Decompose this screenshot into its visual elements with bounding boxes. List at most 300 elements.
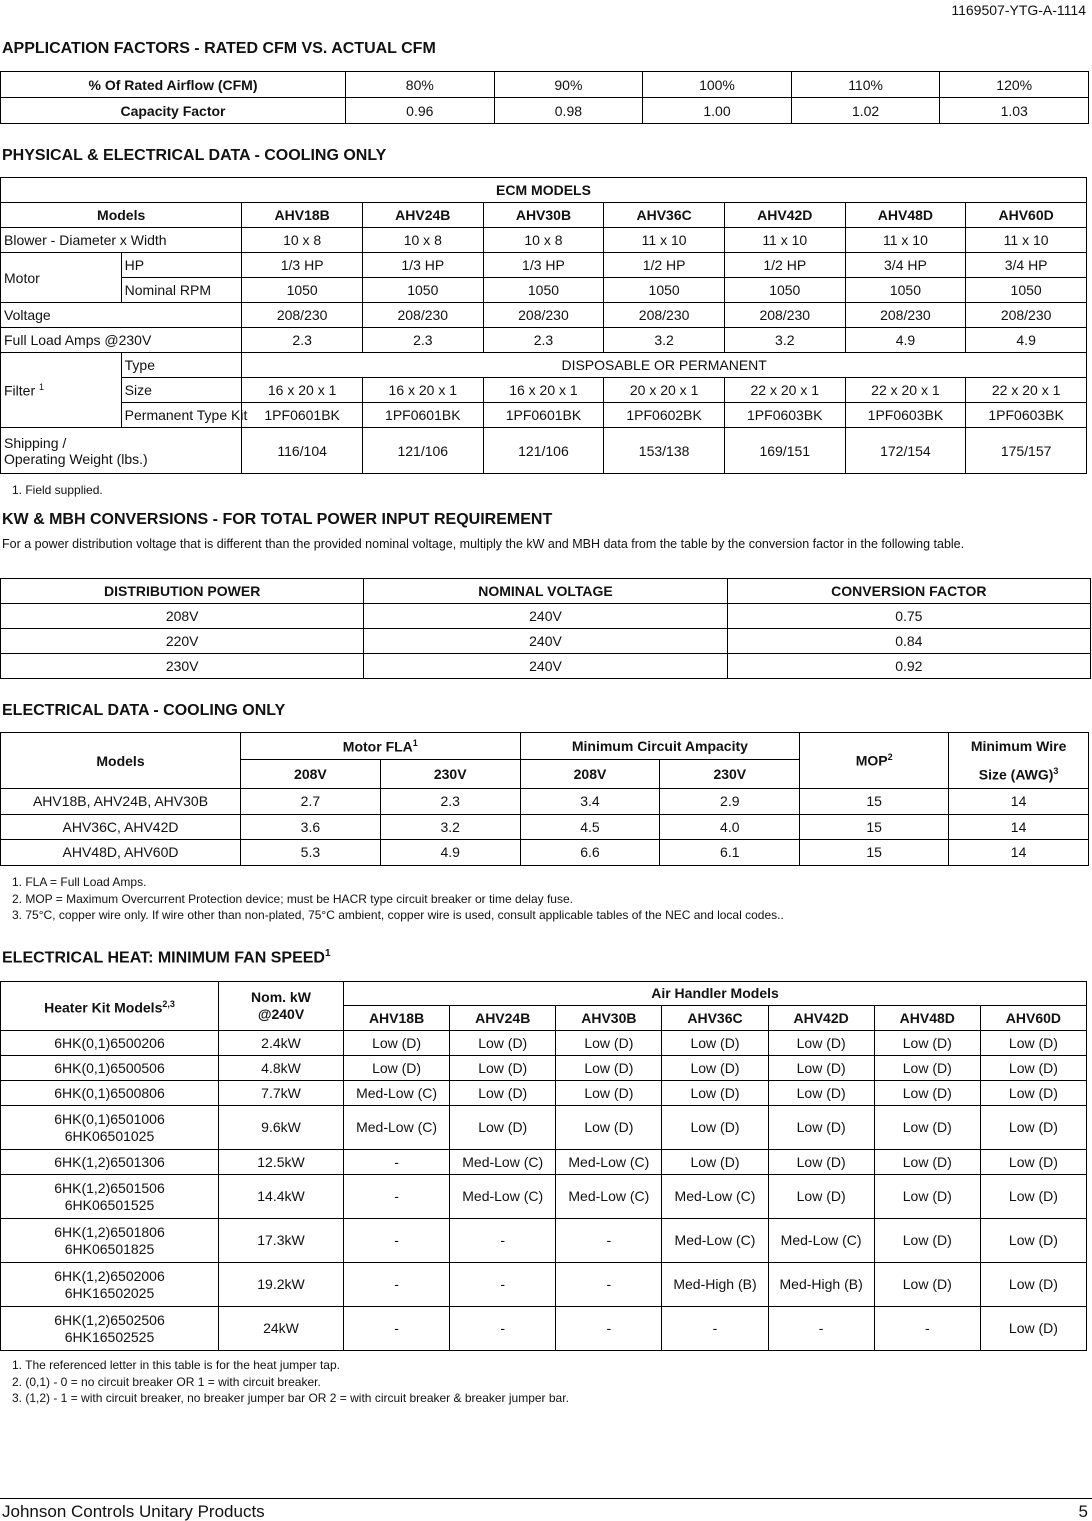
nom-kw-cell: 19.2kW	[219, 1263, 344, 1307]
physical-electrical-table	[0, 177, 1087, 474]
fan-speed-cell: Low (D)	[450, 1031, 556, 1056]
table-row	[1, 1175, 1087, 1219]
fla-value: 4.9	[966, 328, 1087, 353]
models-cell: AHV18B, AHV24B, AHV30B	[1, 789, 241, 815]
table-row	[1, 1219, 1087, 1263]
filter-label	[1, 353, 122, 428]
page-number: 5	[1078, 1502, 1088, 1521]
model-header: AHV42D	[724, 203, 845, 228]
fan-speed-cell: -	[556, 1219, 662, 1263]
group-header: ECM MODELS	[1, 178, 1087, 203]
rpm-value: 1050	[362, 278, 483, 303]
fan-speed-cell: Low (D)	[980, 1031, 1086, 1056]
value-cell: 0.84	[727, 629, 1090, 654]
cell-line: 6HK16502525	[64, 1328, 155, 1345]
heater-kit-cell	[1, 1219, 219, 1263]
fan-speed-cell: Low (D)	[980, 1263, 1086, 1307]
filter-size-value: 20 x 20 x 1	[604, 378, 725, 403]
rpm-label: Nominal RPM	[121, 278, 242, 303]
footnote: 2. (0,1) - 0 = no circuit breaker OR 1 = with circuit breaker.	[12, 1374, 321, 1389]
value-cell: 3.4	[520, 789, 660, 815]
table-row	[1, 814, 1089, 840]
table-row	[1, 253, 1087, 278]
fan-speed-cell: Low (D)	[768, 1106, 874, 1150]
rpm-value: 1050	[604, 278, 725, 303]
fan-speed-cell: Med-Low (C)	[344, 1106, 450, 1150]
table-row	[1, 72, 1089, 98]
cell-line: 6HK06501525	[64, 1196, 155, 1213]
superscript: 3	[1053, 765, 1059, 776]
voltage-value: 208/230	[242, 303, 363, 328]
value-cell: 80%	[346, 72, 495, 98]
fan-speed-cell: -	[450, 1263, 556, 1307]
filter-size-label: Size	[121, 378, 242, 403]
application-factors-table	[0, 71, 1089, 124]
heater-kit-cell	[1, 1175, 219, 1219]
cell-line: 6HK(1,2)6502006	[54, 1267, 165, 1284]
fan-speed-cell: Low (D)	[874, 1175, 980, 1219]
table-row	[1, 840, 1089, 866]
fan-speed-cell: Low (D)	[450, 1056, 556, 1081]
fan-speed-cell: Med-Low (C)	[450, 1150, 556, 1175]
filter-kit-value: 1PF0603BK	[724, 403, 845, 428]
fan-speed-cell: Low (D)	[980, 1307, 1086, 1351]
header-text: Size (AWG)	[978, 766, 1054, 783]
heat-title-sup: 1	[324, 948, 331, 959]
fan-speed-cell: -	[344, 1263, 450, 1307]
nom-kw-cell: 14.4kW	[219, 1175, 344, 1219]
fla-label: Full Load Amps @230V	[1, 328, 242, 353]
header-text: Heater Kit Models	[44, 999, 163, 1016]
electrical-footnotes	[12, 874, 784, 924]
model-header: AHV30B	[556, 1006, 662, 1031]
value-cell: 14	[949, 840, 1089, 866]
cell-line: 6HK06501825	[64, 1240, 155, 1257]
filter-kit-value: 1PF0603BK	[845, 403, 966, 428]
filter-kit-value: 1PF0603BK	[966, 403, 1087, 428]
table-row	[1, 228, 1087, 253]
blower-value: 11 x 10	[604, 228, 725, 253]
motor-fla-header	[241, 733, 521, 760]
fan-speed-cell: Low (D)	[768, 1031, 874, 1056]
heater-kit-header	[1, 982, 219, 1031]
header-text: MOP	[855, 752, 888, 769]
fan-speed-cell: Low (D)	[450, 1081, 556, 1106]
table-row	[1, 1056, 1087, 1081]
value-cell: 15	[800, 840, 949, 866]
model-header: AHV18B	[242, 203, 363, 228]
fan-speed-cell: -	[344, 1219, 450, 1263]
kw-conversion-table	[0, 578, 1091, 679]
voltage-subheader: 208V	[520, 760, 660, 789]
table-row	[1, 328, 1087, 353]
table-row	[1, 428, 1087, 474]
filter-type-label: Type	[121, 353, 242, 378]
fan-speed-cell: Med-High (B)	[662, 1263, 768, 1307]
nom-kw-header	[219, 982, 344, 1031]
blower-value: 10 x 8	[242, 228, 363, 253]
value-cell: 4.5	[520, 814, 660, 840]
heater-kit-cell	[1, 1056, 219, 1081]
voltage-value: 208/230	[604, 303, 725, 328]
fan-speed-cell: Low (D)	[450, 1106, 556, 1150]
column-header: CONVERSION FACTOR	[727, 579, 1090, 604]
value-cell: 15	[800, 789, 949, 815]
voltage-value: 208/230	[845, 303, 966, 328]
motor-label: Motor	[1, 253, 122, 303]
fan-speed-cell: Low (D)	[874, 1056, 980, 1081]
voltage-label: Voltage	[1, 303, 242, 328]
table-row	[1, 1150, 1087, 1175]
weight-value: 121/106	[483, 428, 604, 474]
filter-size-value: 16 x 20 x 1	[362, 378, 483, 403]
model-header: AHV48D	[874, 1006, 980, 1031]
row-label: Capacity Factor	[1, 98, 346, 124]
models-cell: AHV36C, AHV42D	[1, 814, 241, 840]
model-header: AHV36C	[662, 1006, 768, 1031]
header-line: Minimum Wire	[970, 737, 1067, 754]
fan-speed-cell: -	[556, 1307, 662, 1351]
rpm-value: 1050	[242, 278, 363, 303]
kw-paragraph: For a power distribution voltage that is different than the provided nominal voltage, multiply the kW and MBH data from the table by the conversion factor in the following table.	[2, 537, 965, 551]
row-label: % Of Rated Airflow (CFM)	[1, 72, 346, 98]
weight-label	[1, 428, 242, 474]
filter-type-value: DISPOSABLE OR PERMANENT	[242, 353, 1087, 378]
voltage-value: 208/230	[483, 303, 604, 328]
section-title-electrical: ELECTRICAL DATA - COOLING ONLY	[2, 702, 286, 719]
weight-value: 116/104	[242, 428, 363, 474]
footer-company: Johnson Controls Unitary Products	[2, 1502, 265, 1521]
header-row	[1, 982, 1087, 1006]
nom-kw-cell: 17.3kW	[219, 1219, 344, 1263]
fan-speed-cell: Low (D)	[662, 1106, 768, 1150]
fan-speed-cell: Low (D)	[980, 1106, 1086, 1150]
superscript: 1	[412, 737, 418, 748]
fan-speed-cell: Med-Low (C)	[768, 1219, 874, 1263]
value-cell: 3.6	[241, 814, 381, 840]
voltage-value: 208/230	[362, 303, 483, 328]
table-row	[1, 654, 1091, 679]
superscript: 2	[887, 752, 893, 763]
heater-kit-cell	[1, 1263, 219, 1307]
filter-size-value: 22 x 20 x 1	[966, 378, 1087, 403]
header-line	[952, 759, 1085, 788]
value-cell: 120%	[940, 72, 1089, 98]
fan-speed-cell: Low (D)	[344, 1056, 450, 1081]
table-row	[1, 403, 1087, 428]
header-row	[1, 579, 1091, 604]
cell-line: 6HK(1,2)6502506	[54, 1311, 165, 1328]
voltage-value: 208/230	[724, 303, 845, 328]
value-cell: 4.0	[660, 814, 800, 840]
cell-line: 6HK(0,1)6500206	[54, 1034, 165, 1051]
heater-kit-cell	[1, 1307, 219, 1351]
filter-size-value: 22 x 20 x 1	[724, 378, 845, 403]
fan-speed-cell: Low (D)	[556, 1031, 662, 1056]
value-cell: 2.3	[380, 789, 520, 815]
fan-speed-cell: Low (D)	[980, 1219, 1086, 1263]
wire-size-header	[949, 733, 1089, 789]
table-row	[1, 1031, 1087, 1056]
cell-line: 6HK(1,2)6501806	[54, 1223, 165, 1240]
value-cell: 240V	[364, 604, 727, 629]
models-header: Models	[1, 733, 241, 789]
fan-speed-cell: Low (D)	[980, 1081, 1086, 1106]
fan-speed-cell: -	[344, 1307, 450, 1351]
models-header-row	[1, 203, 1087, 228]
value-cell: 1.02	[791, 98, 940, 124]
weight-value: 121/106	[362, 428, 483, 474]
table-row	[1, 353, 1087, 378]
fan-speed-cell: -	[874, 1307, 980, 1351]
table-row	[1, 98, 1089, 124]
header-row	[1, 733, 1089, 760]
value-cell: 90%	[494, 72, 643, 98]
hp-label: HP	[121, 253, 242, 278]
cell-line: Shipping /	[4, 434, 67, 451]
fan-speed-cell: Low (D)	[768, 1175, 874, 1219]
cell-line: 6HK(0,1)6501006	[54, 1110, 165, 1127]
mca-header: Minimum Circuit Ampacity	[520, 733, 800, 760]
weight-value: 153/138	[604, 428, 725, 474]
column-header: DISTRIBUTION POWER	[1, 579, 364, 604]
heater-kit-cell	[1, 1081, 219, 1106]
electrical-data-table	[0, 732, 1089, 866]
weight-value: 172/154	[845, 428, 966, 474]
rpm-value: 1050	[845, 278, 966, 303]
value-cell: 110%	[791, 72, 940, 98]
value-cell: 6.6	[520, 840, 660, 866]
value-cell: 0.92	[727, 654, 1090, 679]
voltage-subheader: 230V	[660, 760, 800, 789]
fan-speed-cell: Low (D)	[662, 1150, 768, 1175]
hp-value: 1/3 HP	[362, 253, 483, 278]
nom-kw-cell: 24kW	[219, 1307, 344, 1351]
fan-speed-cell: -	[768, 1307, 874, 1351]
model-header: AHV18B	[344, 1006, 450, 1031]
filter-size-value: 22 x 20 x 1	[845, 378, 966, 403]
table-row	[1, 1263, 1087, 1307]
fan-speed-cell: Low (D)	[556, 1056, 662, 1081]
value-cell: 5.3	[241, 840, 381, 866]
blower-label: Blower - Diameter x Width	[1, 228, 242, 253]
value-cell: 2.7	[241, 789, 381, 815]
air-handler-group-header: Air Handler Models	[344, 982, 1087, 1006]
table-row	[1, 278, 1087, 303]
header-text: Motor FLA	[342, 738, 413, 755]
fan-speed-cell: -	[344, 1150, 450, 1175]
group-header-row	[1, 178, 1087, 203]
model-header: AHV30B	[483, 203, 604, 228]
cell-line: Nom. kW	[251, 989, 311, 1005]
fan-speed-cell: Low (D)	[874, 1150, 980, 1175]
voltage-subheader: 208V	[241, 760, 381, 789]
table-row	[1, 1307, 1087, 1351]
value-cell: 4.9	[380, 840, 520, 866]
fan-speed-cell: Low (D)	[874, 1263, 980, 1307]
nom-kw-cell: 7.7kW	[219, 1081, 344, 1106]
voltage-value: 208/230	[966, 303, 1087, 328]
cell-line: 6HK(0,1)6500506	[54, 1059, 165, 1076]
table-row	[1, 1081, 1087, 1106]
heat-footnotes	[12, 1357, 569, 1407]
filter-kit-label: Permanent Type Kit	[121, 403, 242, 428]
value-cell: 2.9	[660, 789, 800, 815]
fan-speed-cell: Low (D)	[344, 1031, 450, 1056]
fla-value: 2.3	[483, 328, 604, 353]
fan-speed-cell: Med-Low (C)	[556, 1175, 662, 1219]
rpm-value: 1050	[966, 278, 1087, 303]
nom-kw-cell: 4.8kW	[219, 1056, 344, 1081]
fan-speed-cell: Low (D)	[980, 1175, 1086, 1219]
cell-line: 6HK(0,1)6500806	[54, 1084, 165, 1101]
fan-speed-cell: -	[662, 1307, 768, 1351]
section-title-application-factors: APPLICATION FACTORS - RATED CFM VS. ACTUAL CFM	[2, 40, 436, 57]
hp-value: 1/3 HP	[242, 253, 363, 278]
model-header: AHV42D	[768, 1006, 874, 1031]
blower-value: 11 x 10	[724, 228, 845, 253]
column-header: NOMINAL VOLTAGE	[364, 579, 727, 604]
fan-speed-cell: Low (D)	[768, 1150, 874, 1175]
fan-speed-cell: Low (D)	[662, 1031, 768, 1056]
fla-value: 3.2	[604, 328, 725, 353]
fan-speed-cell: Low (D)	[874, 1081, 980, 1106]
nom-kw-cell: 9.6kW	[219, 1106, 344, 1150]
table-row	[1, 629, 1091, 654]
fan-speed-cell: Low (D)	[556, 1081, 662, 1106]
fan-speed-cell: Low (D)	[768, 1081, 874, 1106]
heater-kit-cell	[1, 1031, 219, 1056]
document-id: 1169507-YTG-A-1114	[951, 2, 1086, 18]
fla-value: 2.3	[242, 328, 363, 353]
fan-speed-cell: Low (D)	[874, 1219, 980, 1263]
fan-speed-cell: Low (D)	[768, 1056, 874, 1081]
blower-value: 10 x 8	[362, 228, 483, 253]
fan-speed-cell: Med-High (B)	[768, 1263, 874, 1307]
hp-value: 1/2 HP	[724, 253, 845, 278]
table-row	[1, 789, 1089, 815]
fan-speed-cell: Med-Low (C)	[450, 1175, 556, 1219]
fan-speed-cell: Low (D)	[662, 1056, 768, 1081]
filter-kit-value: 1PF0602BK	[604, 403, 725, 428]
nom-kw-cell: 12.5kW	[219, 1150, 344, 1175]
cell-line: @240V	[257, 1006, 305, 1022]
cell-line: 6HK16502025	[64, 1284, 155, 1301]
table-row	[1, 303, 1087, 328]
mop-header	[800, 733, 949, 789]
model-header: AHV36C	[604, 203, 725, 228]
value-cell: 240V	[364, 629, 727, 654]
cell-line: 6HK(1,2)6501506	[54, 1179, 165, 1196]
model-header: AHV48D	[845, 203, 966, 228]
rpm-value: 1050	[724, 278, 845, 303]
fan-speed-cell: Low (D)	[874, 1106, 980, 1150]
models-label: Models	[1, 203, 242, 228]
fan-speed-cell: -	[450, 1219, 556, 1263]
model-header: AHV60D	[966, 203, 1087, 228]
filter-kit-value: 1PF0601BK	[483, 403, 604, 428]
voltage-subheader: 230V	[380, 760, 520, 789]
filter-label-text: Filter	[4, 382, 36, 399]
footnote: 1. FLA = Full Load Amps.	[12, 875, 147, 889]
fan-speed-cell: -	[450, 1307, 556, 1351]
fan-speed-cell: Med-Low (C)	[344, 1081, 450, 1106]
fan-speed-cell: Low (D)	[874, 1031, 980, 1056]
filter-size-value: 16 x 20 x 1	[242, 378, 363, 403]
value-cell: 0.98	[494, 98, 643, 124]
filter-kit-value: 1PF0601BK	[242, 403, 363, 428]
footnote: 3. (1,2) - 1 = with circuit breaker, no breaker jumper bar OR 2 = with circuit breaker & breaker jumper bar.	[12, 1391, 569, 1405]
physical-footnotes	[12, 482, 103, 499]
footnote: 3. 75°C, copper wire only. If wire other than non-plated, 75°C ambient, copper wire is used, consult applicable tables of the NEC and local codes..	[12, 908, 784, 922]
blower-value: 11 x 10	[845, 228, 966, 253]
value-cell: 240V	[364, 654, 727, 679]
footer-divider	[0, 1498, 1092, 1499]
footnote: 1. Field supplied.	[12, 483, 103, 497]
fan-speed-cell: Low (D)	[556, 1106, 662, 1150]
blower-value: 11 x 10	[966, 228, 1087, 253]
value-cell: 1.03	[940, 98, 1089, 124]
superscript: 1	[39, 381, 45, 392]
blower-value: 10 x 8	[483, 228, 604, 253]
superscript: 2,3	[162, 998, 175, 1009]
section-title-heat	[2, 948, 331, 967]
value-cell: 6.1	[660, 840, 800, 866]
fan-speed-cell: Low (D)	[980, 1150, 1086, 1175]
hp-value: 3/4 HP	[845, 253, 966, 278]
heater-kit-cell	[1, 1150, 219, 1175]
value-cell: 0.75	[727, 604, 1090, 629]
fan-speed-cell: Med-Low (C)	[662, 1175, 768, 1219]
value-cell: 3.2	[380, 814, 520, 840]
heat-fan-speed-table	[0, 981, 1087, 1351]
nom-kw-cell: 2.4kW	[219, 1031, 344, 1056]
table-row	[1, 604, 1091, 629]
value-cell: 230V	[1, 654, 364, 679]
filter-kit-value: 1PF0601BK	[362, 403, 483, 428]
heat-title-text: ELECTRICAL HEAT: MINIMUM FAN SPEED	[2, 949, 325, 967]
rpm-value: 1050	[483, 278, 604, 303]
section-title-physical: PHYSICAL & ELECTRICAL DATA - COOLING ONLY	[2, 147, 387, 164]
section-title-kw: KW & MBH CONVERSIONS - FOR TOTAL POWER INPUT REQUIREMENT	[2, 511, 553, 528]
fla-value: 3.2	[724, 328, 845, 353]
filter-size-value: 16 x 20 x 1	[483, 378, 604, 403]
model-header: AHV24B	[362, 203, 483, 228]
value-cell: 208V	[1, 604, 364, 629]
cell-line: 6HK(1,2)6501306	[54, 1153, 165, 1170]
cell-line: 6HK06501025	[64, 1127, 155, 1144]
fla-value: 4.9	[845, 328, 966, 353]
hp-value: 3/4 HP	[966, 253, 1087, 278]
value-cell: 14	[949, 814, 1089, 840]
fan-speed-cell: -	[556, 1263, 662, 1307]
fan-speed-cell: Low (D)	[662, 1081, 768, 1106]
fan-speed-cell: Med-Low (C)	[556, 1150, 662, 1175]
fla-value: 2.3	[362, 328, 483, 353]
hp-value: 1/2 HP	[604, 253, 725, 278]
fan-speed-cell: Med-Low (C)	[662, 1219, 768, 1263]
value-cell: 100%	[643, 72, 792, 98]
hp-value: 1/3 HP	[483, 253, 604, 278]
value-cell: 1.00	[643, 98, 792, 124]
weight-value: 169/151	[724, 428, 845, 474]
value-cell: 15	[800, 814, 949, 840]
fan-speed-cell: Low (D)	[980, 1056, 1086, 1081]
footnote: 1. The referenced letter in this table is for the heat jumper tap.	[12, 1358, 340, 1372]
value-cell: 14	[949, 789, 1089, 815]
weight-value: 175/157	[966, 428, 1087, 474]
value-cell: 0.96	[346, 98, 495, 124]
